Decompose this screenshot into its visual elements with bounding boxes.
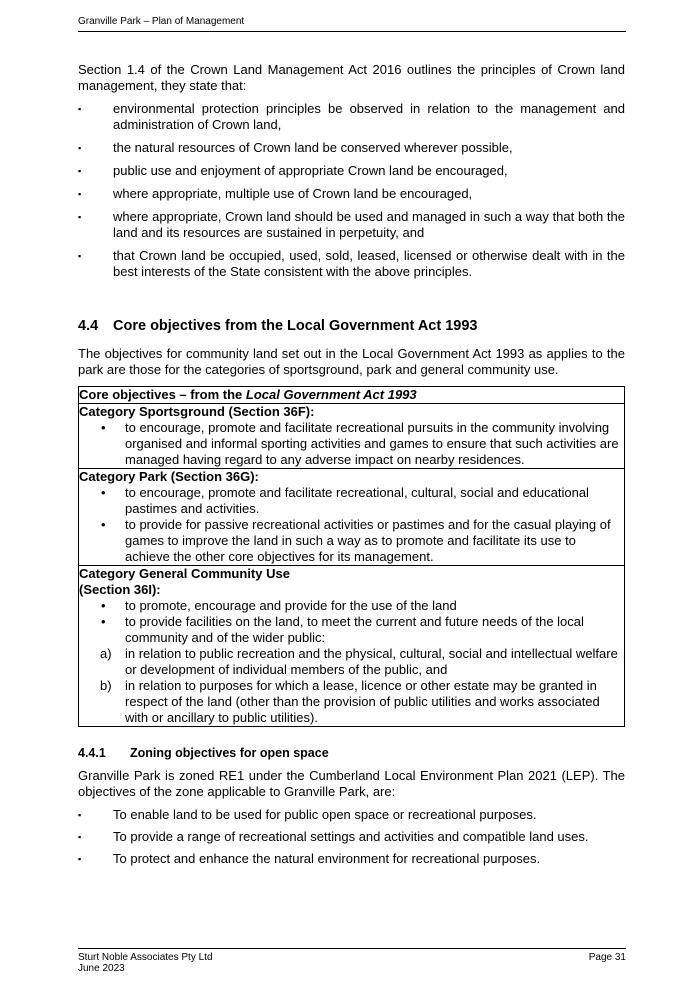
list-item	[79, 646, 624, 678]
list-item	[78, 807, 625, 823]
objectives-list	[79, 420, 624, 468]
list-item	[78, 829, 625, 845]
square-bullet-icon: ▪	[78, 166, 82, 176]
section-title: Zoning objectives for open space	[130, 746, 329, 760]
table-title-cell	[79, 387, 625, 404]
list-item-text: that Crown land be occupied, used, sold, leased, licensed or otherwise dealt with in the best interests of the State consistent with the above principles.	[113, 248, 625, 279]
crown-principles-list	[78, 101, 625, 280]
section-heading-4-4	[78, 317, 625, 335]
list-letter-marker: b)	[100, 678, 112, 693]
square-bullet-icon: ▪	[78, 104, 82, 114]
table-row	[79, 566, 625, 727]
category-cell-park	[79, 469, 625, 566]
footer-company: Sturt Noble Associates Pty Ltd	[78, 952, 213, 963]
list-item-text: environmental protection principles be observed in relation to the management and administration of Crown land,	[113, 101, 625, 132]
table-row	[79, 387, 625, 404]
category-heading: Category Sportsground (Section 36F):	[79, 404, 315, 419]
table-title-act: Local Government Act 1993	[245, 387, 417, 402]
list-item	[79, 517, 624, 565]
category-heading: Category Park (Section 36G):	[79, 469, 259, 484]
list-item	[79, 614, 624, 646]
square-bullet-icon: ▪	[78, 189, 82, 199]
list-item-text: To provide a range of recreational settings and activities and compatible land uses.	[113, 829, 589, 844]
list-item	[79, 598, 624, 614]
zoning-objectives-list	[78, 807, 625, 867]
round-bullet-icon: •	[101, 598, 106, 613]
table-title-prefix: Core objectives – from the	[79, 387, 246, 402]
objectives-list	[79, 485, 624, 565]
category-cell-general-community-use	[79, 566, 625, 727]
square-bullet-icon: ▪	[78, 832, 82, 842]
list-item-text: to encourage, promote and facilitate recreational pursuits in the community involving organised and informal sporting activities and games to ensure that such activities are managed having regard to any adverse impact on nearby residences.	[125, 420, 619, 467]
square-bullet-icon: ▪	[78, 854, 82, 864]
list-item	[78, 163, 625, 179]
section-4-4-1-paragraph: Granville Park is zoned RE1 under the Cumberland Local Environment Plan 2021 (LEP). The objectives of the zone applicable to Granville Park, are:	[78, 768, 625, 799]
section-heading-4-4-1	[78, 745, 625, 761]
page-header	[78, 16, 626, 32]
list-letter-marker: a)	[100, 646, 112, 661]
page-number: Page 31	[588, 952, 626, 963]
objectives-list	[79, 598, 624, 726]
round-bullet-icon: •	[101, 614, 106, 629]
category-heading: Category General Community Use (Section 36I):	[79, 566, 290, 597]
list-item-text: to encourage, promote and facilitate recreational, cultural, social and educational pastimes and activities.	[125, 485, 589, 516]
header-title: Granville Park – Plan of Management	[78, 16, 245, 27]
section-number: 4.4.1	[78, 746, 106, 760]
list-item	[78, 248, 625, 280]
list-item-text: the natural resources of Crown land be conserved wherever possible,	[113, 140, 513, 155]
intro-paragraph: Section 1.4 of the Crown Land Management Act 2016 outlines the principles of Crown land management, they state that:	[78, 62, 625, 93]
round-bullet-icon: •	[101, 485, 106, 500]
core-objectives-table	[78, 386, 625, 727]
list-item-text: to provide for passive recreational activities or pastimes and for the casual playing of games to improve the land in such a way as to promote and facilitate its use to achieve the other core objectives for its management.	[125, 517, 611, 564]
list-item-text: where appropriate, Crown land should be used and managed in such a way that both the land and its resources are sustained in perpetuity, and	[113, 209, 625, 240]
list-item	[79, 420, 624, 468]
list-item-text: To enable land to be used for public open space or recreational purposes.	[113, 807, 537, 822]
list-item-text: where appropriate, multiple use of Crown land be encouraged,	[113, 186, 473, 201]
page-footer	[78, 948, 626, 974]
list-item-text: public use and enjoyment of appropriate Crown land be encouraged,	[113, 163, 508, 178]
square-bullet-icon: ▪	[78, 143, 82, 153]
list-item	[79, 678, 624, 726]
list-item	[78, 209, 625, 241]
category-cell-sportsground	[79, 404, 625, 469]
list-item	[78, 186, 625, 202]
section-4-4-paragraph: The objectives for community land set out in the Local Government Act 1993 as applies to the park are those for the categories of sportsground, park and general community use.	[78, 346, 625, 377]
square-bullet-icon: ▪	[78, 212, 82, 222]
square-bullet-icon: ▪	[78, 810, 82, 820]
list-item-text: to promote, encourage and provide for the use of the land	[125, 598, 457, 613]
list-item-text: in relation to purposes for which a lease, licence or other estate may be granted in respect of the land (other than the provision of public utilities and works associated with or ancillary to public utilities).	[125, 678, 600, 725]
list-item	[78, 140, 625, 156]
page-content	[78, 62, 625, 867]
table-row	[79, 469, 625, 566]
round-bullet-icon: •	[101, 517, 106, 532]
section-number: 4.4	[78, 318, 99, 334]
list-item	[79, 485, 624, 517]
list-item	[78, 851, 625, 867]
list-item	[78, 101, 625, 133]
section-title: Core objectives from the Local Government Act 1993	[113, 318, 478, 334]
round-bullet-icon: •	[101, 420, 106, 435]
list-item-text: to provide facilities on the land, to meet the current and future needs of the local community and of the wider public:	[125, 614, 584, 645]
list-item-text: To protect and enhance the natural environment for recreational purposes.	[113, 851, 541, 866]
footer-date: June 2023	[78, 963, 125, 974]
table-row	[79, 404, 625, 469]
list-item-text: in relation to public recreation and the physical, cultural, social and intellectual welfare or development of individual members of the public, and	[125, 646, 618, 677]
square-bullet-icon: ▪	[78, 251, 82, 261]
